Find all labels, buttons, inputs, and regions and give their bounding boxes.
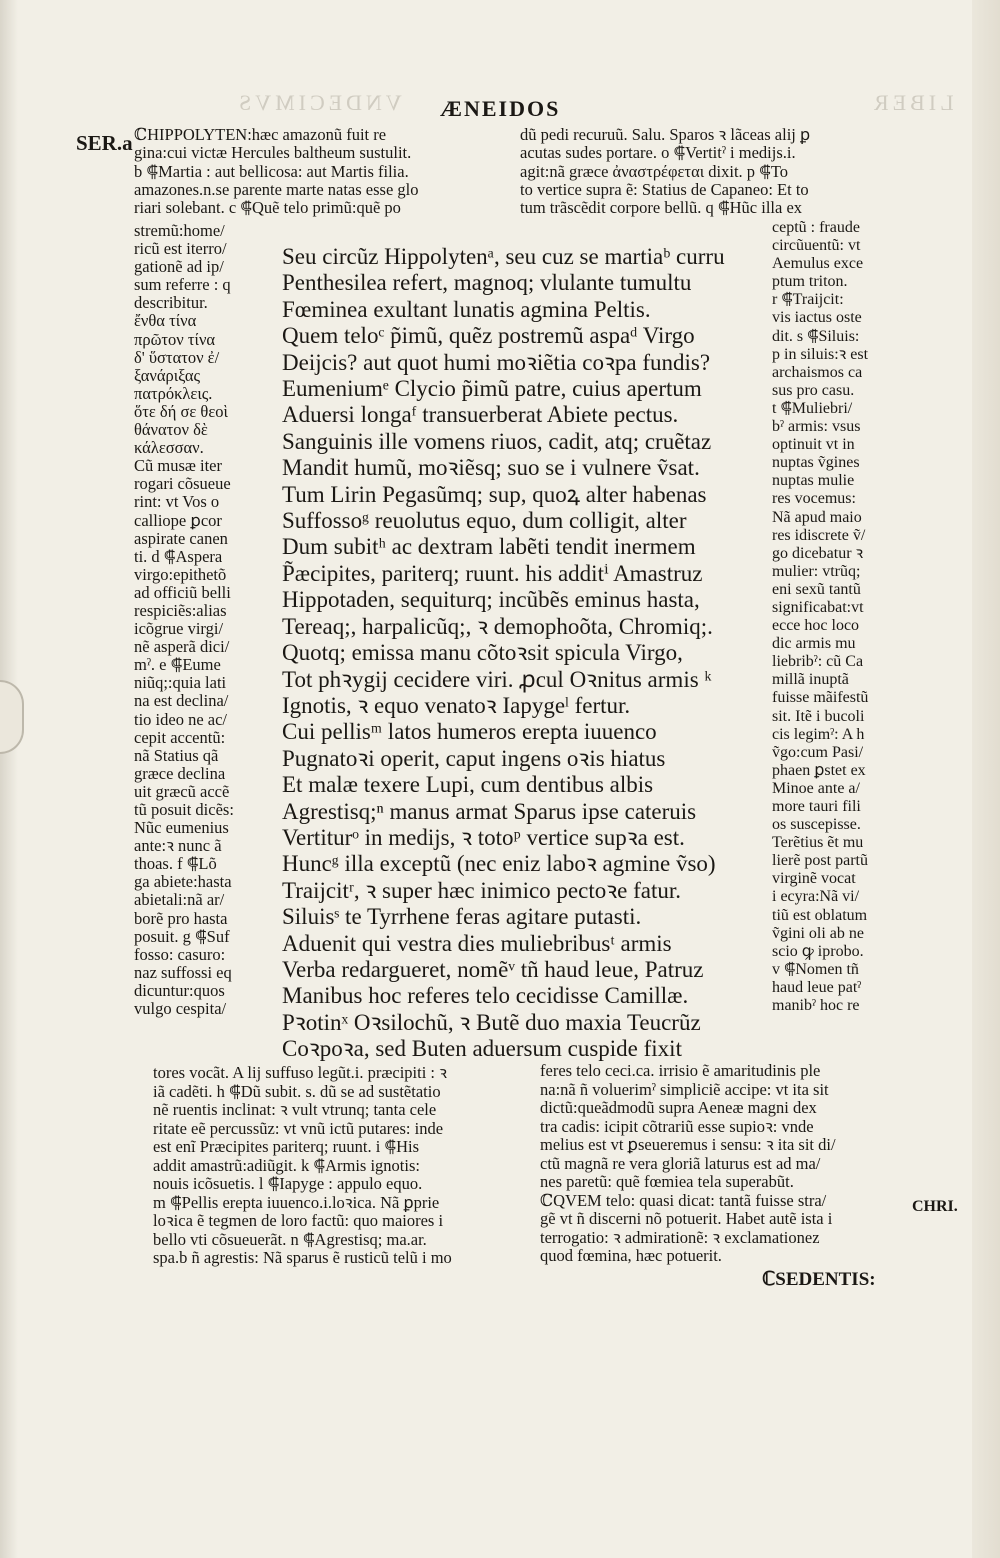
catchword: ℂSEDENTIS: [762, 1269, 876, 1290]
commentary-line: t ⸿Muliebri/ [772, 399, 853, 417]
commentary-line: eni sexũ tantũ [772, 580, 861, 598]
commentary-line: na:nã ñ voluerimˀ simpliciẽ accipe: vt ita sit [540, 1080, 829, 1099]
commentary-line: v ⸿Nomen tñ [772, 960, 859, 978]
commentary-line: ℂQVEM telo: quasi dicat: tantã fuisse stra/ [540, 1191, 827, 1210]
commentary-line: vulgo cespita/ [134, 1000, 227, 1019]
verse-line: Hippotaden, sequiturq; incũbẽs eminus hasta, [282, 587, 700, 613]
commentary-line: iã cadẽti. h ⸿Dũ subit. s. dũ se ad sustẽtatio [153, 1082, 441, 1101]
commentary-line: lierẽ post partũ [772, 852, 868, 870]
commentary-line: cis legimˀ: A h [772, 725, 865, 743]
commentary-bottom-left [153, 1064, 533, 1268]
page-edge [972, 0, 1000, 1558]
verse-line: Manibus hoc referes telo cecidisse Camillæ. [282, 983, 689, 1009]
commentary-line: cepit accentũ: [134, 728, 226, 747]
greek-quote-line: ἔνθα τίνα [134, 312, 197, 331]
commentary-line: spa.b ñ agrestis: Nã sparus ẽ rusticũ telũ i mo [153, 1249, 452, 1267]
commentary-line: nẽ asperã dici/ [134, 638, 230, 657]
commentary-left-column [134, 222, 270, 1018]
commentary-line: archaismos ca [772, 363, 863, 381]
commentary-line: gationẽ ad ip/ [134, 258, 224, 277]
commentary-line: nẽ ruentis inclinat: ꝛ vult vtrunq; tanta cele [153, 1101, 437, 1119]
commentary-line: ti. d ⸿Aspera [134, 547, 223, 566]
commentary-line: riari solebant. c ⸿Quẽ telo primũ:quẽ po [134, 199, 401, 218]
commentary-line: go dicebatur ꝛ [772, 544, 864, 562]
verse-line: P̃æcipites, pariterq; ruunt. his additⁱ Amastruz [282, 560, 703, 586]
commentary-line: gẽ vt ñ discerni nõ potuerit. Habet autẽ ista i [540, 1210, 833, 1228]
verse-line: Verba redargueret, nomẽᵛ tñ haud leue, Patruz [282, 956, 704, 982]
verse-line: Coꝛpoꝛa, sed Buten aduersum cuspide fixit [282, 1036, 682, 1062]
commentary-line: agit:nã græce ἀναστρέφεται dixit. p ⸿To [520, 162, 789, 181]
commentary-line: thoas. f ⸿Lõ [134, 855, 217, 874]
commentary-top-right [520, 126, 900, 217]
commentary-top-left [134, 126, 504, 217]
commentary-line: na est declina/ [134, 692, 229, 711]
commentary-line: bˀ armis: vsus [772, 418, 861, 436]
verse-line: Tereaq;, harpalicũq;, ꝛ demophoõta, Chromiq;. [282, 613, 713, 639]
greek-quote-line: ὅτε δή σε θεοὶ [134, 402, 228, 421]
commentary-line: circũuentũ: vt [772, 237, 861, 255]
commentary-line: vis iactus oste [772, 309, 862, 327]
commentary-line: Nũc eumenius [134, 819, 229, 838]
commentary-line: significabat:vt [772, 598, 864, 616]
verse-line: Sanguinis ille vomens riuos, cadit, atq; cruẽtaz [282, 428, 712, 454]
commentary-line: ℂHIPPOLYTEN:hæc amazonũ fuit re [134, 126, 387, 144]
commentary-line: dit. s ⸿Siluis: [772, 327, 860, 345]
commentary-line: haud leue patˀ [772, 978, 862, 996]
commentary-line: nuptas mulie [772, 472, 855, 490]
commentary-line: nouis icõsuetis. l ⸿Iapyge : appulo equo. [153, 1175, 423, 1193]
commentary-line: sit. Itẽ i bucoli [772, 707, 865, 725]
verse-line: Mandit humũ, moꝛiẽsq; suo se i vulnere ṽsat. [282, 455, 700, 481]
commentary-line: melius est vt ꝑseueremus i sensu: ꝛ ita sit di/ [540, 1136, 836, 1154]
commentary-line: optinuit vt in [772, 436, 855, 454]
commentary-line: virginẽ vocat [772, 870, 856, 888]
commentary-line: Aemulus exce [772, 255, 864, 273]
verse-line: Traijcitʳ, ꝛ super hæc inimico pectoꝛe fatur. [282, 877, 681, 903]
commentary-line: nes paretũ: quẽ fœmiea tela superabũt. [540, 1173, 794, 1191]
commentary-line: ga abiete:hasta [134, 873, 232, 892]
commentary-line: calliope ꝑcor [134, 511, 222, 530]
greek-quote-line: ξανάριξας [134, 366, 201, 385]
commentary-line: niũq;:quia lati [134, 674, 227, 693]
commentary-line: est enĩ Præcipites pariterq; ruunt. i ⸿His [153, 1138, 420, 1156]
commentary-right-column [772, 219, 906, 1015]
commentary-line: dicuntur:quos [134, 981, 225, 1000]
commentary-line: feres telo ceci.ca. irrisio ẽ amaritudinis ple [540, 1062, 821, 1080]
commentary-line: ctũ magnã re vera gloriã laturus est ad ma/ [540, 1154, 821, 1173]
show-through-text-2: LIBER [870, 90, 954, 115]
commentary-line: borẽ pro hasta [134, 909, 228, 928]
verse-line: Ignotis, ꝛ equo venatoꝛ Iapygeˡ fertur. [282, 692, 631, 718]
verse-line: Tot phꝛygij cecidere viri. ꝓcul Oꝛnitus armis ᵏ [282, 666, 712, 692]
commentary-line: ad officiũ belli [134, 583, 231, 602]
verse-line: Pꝛotinˣ Oꝛsilochũ, ꝛ Butẽ duo maxia Teucrũz [282, 1009, 701, 1035]
verse-line: Deijcis? aut quot humi moꝛiẽtia coꝛpa fundis? [282, 349, 711, 375]
commentary-line: Minoe ante a/ [772, 779, 860, 797]
commentary-line: res idiscrete ṽ/ [772, 526, 866, 544]
commentary-line: græce declina [134, 764, 226, 783]
commentary-line: nuptas ṽgines [772, 454, 860, 472]
commentary-line: respiciẽs:alias [134, 601, 227, 620]
commentary-line: tio ideo ne ac/ [134, 710, 228, 729]
commentary-line: amazones.n.se parente marte natas esse glo [134, 180, 419, 199]
commentary-line: aspirate canen [134, 529, 228, 548]
commentary-line: fosso: casuro: [134, 945, 226, 964]
commentary-line: Terẽtius ẽt mu [772, 834, 864, 852]
commentary-line: tores vocãt. A lij suffuso legũt.i. præcipiti : ꝛ [153, 1064, 447, 1082]
commentary-line: tra cadis: icipit cõtrariũ esse supioꝛ: vnde [540, 1117, 814, 1136]
commentary-line: scio ꝙ iprobo. [772, 942, 864, 960]
commentary-line: sum referre : q [134, 276, 231, 295]
commentary-line: gina:cui victæ Hercules baltheum sustulit. [134, 144, 412, 163]
commentary-line: dic armis mu [772, 635, 856, 653]
commentary-line: posuit. g ⸿Suf [134, 927, 230, 946]
greek-quote-line: πρῶτον τίνα [134, 330, 216, 349]
commentary-line: dũ pedi recuruũ. Salu. Sparos ꝛ lãceas alij ꝑ [520, 126, 811, 144]
verse-line: Siluisˢ te Tyrrhene feras agitare putasti. [282, 904, 642, 930]
commentary-line: ṽgini oli ab ne [772, 924, 864, 942]
commentary-line: acutas sudes portare. o ⸿Vertitˀ i medijs.i. [520, 144, 796, 163]
commentator-label: SER.a [76, 131, 133, 155]
page-tab-notch [0, 680, 24, 754]
commentary-line: rogari cõsueue [134, 475, 231, 494]
commentary-line: Nã apud maio [772, 508, 862, 526]
verse-line: Aduersi longaᶠ transuerberat Abiete pectus. [282, 402, 679, 428]
verse-line: Et malæ texere Lupi, cum dentibus albis [282, 772, 654, 798]
verse-line: Pugnatoꝛi operit, caput ingens oꝛis hiatus [282, 745, 666, 771]
verse-line: Quotq; emissa manu cõtoꝛsit spicula Virgo, [282, 640, 683, 666]
greek-quote-line: θάνατον δὲ [134, 421, 208, 440]
commentary-line: ṽgo:cum Pasi/ [772, 743, 864, 761]
commentary-line: rint: vt Vos o [134, 493, 220, 512]
commentary-line: virgo:epithetõ [134, 565, 227, 584]
greek-quote-line: κάλεσσαν. [134, 439, 204, 458]
commentary-line: loꝛica ẽ tegmen de loro factũ: quo maiores i [153, 1212, 444, 1230]
commentary-line: ecce hoc loco [772, 617, 860, 635]
show-through-text: VNDECIMVS [235, 90, 402, 115]
commentary-line: b ⸿Martia : aut bellicosa: aut Martis filia. [134, 162, 409, 181]
verse-line: Seu circũz Hippolytenᵃ, seu cuz se martiaᵇ curru [282, 244, 725, 269]
commentary-line: r ⸿Traijcit: [772, 291, 844, 309]
commentary-line: ritate eẽ percussũz: vt vnũ ictũ putares: inde [153, 1119, 444, 1138]
commentary-line: m ⸿Pellis erepta iuuenco.i.loꝛica. Nã ꝑprie [153, 1193, 440, 1212]
commentary-line: icõgrue virgi/ [134, 620, 224, 639]
commentary-line: phaen ꝑstet ex [772, 761, 866, 779]
commentary-line: tũ posuit dicẽs: [134, 801, 234, 819]
verse-line: Penthesilea refert, magnoq; vlulante tumultu [282, 270, 692, 296]
commentary-bottom-right [540, 1062, 910, 1266]
gutter-shadow [0, 0, 18, 1558]
commentary-line: naz suffossi eq [134, 963, 232, 982]
commentary-line: i ecyra:Nã vi/ [772, 888, 860, 906]
commentary-line: ceptũ : fraude [772, 219, 860, 236]
verse-line: Cui pellisᵐ latos humeros erepta iuuenco [282, 719, 657, 745]
commentary-line: uit græcũ accẽ [134, 782, 230, 801]
verse-line: Aduenit qui vestra dies muliebribusᵗ armis [282, 930, 672, 956]
commentary-line: ptum triton. [772, 273, 848, 291]
verse-line: Agrestisq;ⁿ manus armat Sparus ipse cateruis [282, 798, 697, 824]
commentary-line: to vertice supra ẽ: Statius de Capaneo: Et to [520, 180, 809, 199]
commentary-line: liebribˀ: cũ Ca [772, 653, 864, 671]
commentary-line: mulier: vtrũq; [772, 562, 861, 580]
verse-line: Huncᵍ illa exceptũ (nec eniz laboꝛ agmine ṽso) [282, 851, 716, 877]
margin-note: CHRI. [912, 1198, 958, 1215]
verse-line: Suffossoᵍ reuolutus equo, dum colligit, alter [282, 508, 687, 534]
verse-line: Tum Lirin Pegasũmq; sup, quoꝝ alter habenas [282, 481, 707, 507]
commentary-line: tiũ est oblatum [772, 906, 868, 924]
commentary-line: ricũ est iterro/ [134, 240, 227, 259]
commentary-line: more tauri fili [772, 798, 861, 815]
commentary-line: fuisse mãifestũ [772, 689, 869, 707]
commentary-line: manibˀ hoc re [772, 997, 860, 1015]
commentary-line: quod fœmina, hæc potuerit. [540, 1247, 722, 1265]
verse-line: Eumeniumᵉ Clycio p̃imũ patre, cuius apertum [282, 376, 702, 402]
commentary-line: Cũ musæ iter [134, 457, 223, 476]
verse-line: Vertiturᵒ in medijs, ꝛ totoᵖ vertice supꝛa est. [282, 824, 685, 850]
commentary-line: nã Statius qã [134, 746, 219, 765]
running-head: ÆNEIDOS [440, 96, 561, 121]
verse-line: Dum subitʰ ac dextram labẽti tendit inermem [282, 534, 696, 560]
commentary-line: dictũ:queãdmodũ supra Aeneæ magni dex [540, 1099, 817, 1117]
commentary-line: addit amastrũ:adiũgit. k ⸿Armis ignotis: [153, 1156, 420, 1175]
commentary-line: sus pro casu. [772, 381, 855, 399]
greek-quote-line: πατρόκλεις. [134, 384, 213, 403]
commentary-line: res vocemus: [772, 490, 856, 508]
commentary-line: millã inuptã [772, 671, 849, 689]
commentary-line: abietali:nã ar/ [134, 891, 225, 910]
commentary-line: bello vti cõsueuerãt. n ⸿Agrestisq; ma.ar. [153, 1230, 427, 1249]
commentary-line: os suscepisse. [772, 816, 861, 834]
greek-quote-line: δ' ὕστατον ἐ/ [134, 348, 220, 367]
commentary-line: ante:ꝛ nunc ã [134, 837, 222, 856]
commentary-line: terrogatio: ꝛ admirationẽ: ꝛ exclamationez [540, 1228, 820, 1247]
commentary-line: stremũ:home/ [134, 222, 225, 240]
commentary-line: describitur. [134, 294, 208, 313]
commentary-line: p in siluis:ꝛ est [772, 345, 869, 363]
verse-text [282, 244, 772, 1063]
verse-line: Fœminea exultant lunatis agmina Peltis. [282, 296, 651, 322]
verse-line: Quem teloᶜ p̃imũ, quẽz postremũ aspaᵈ Virgo [282, 323, 695, 349]
commentary-line: tum trãscẽdit corpore bellũ. q ⸿Hũc illa ex [520, 199, 803, 218]
commentary-line: mˀ. e ⸿Eume [134, 656, 221, 675]
